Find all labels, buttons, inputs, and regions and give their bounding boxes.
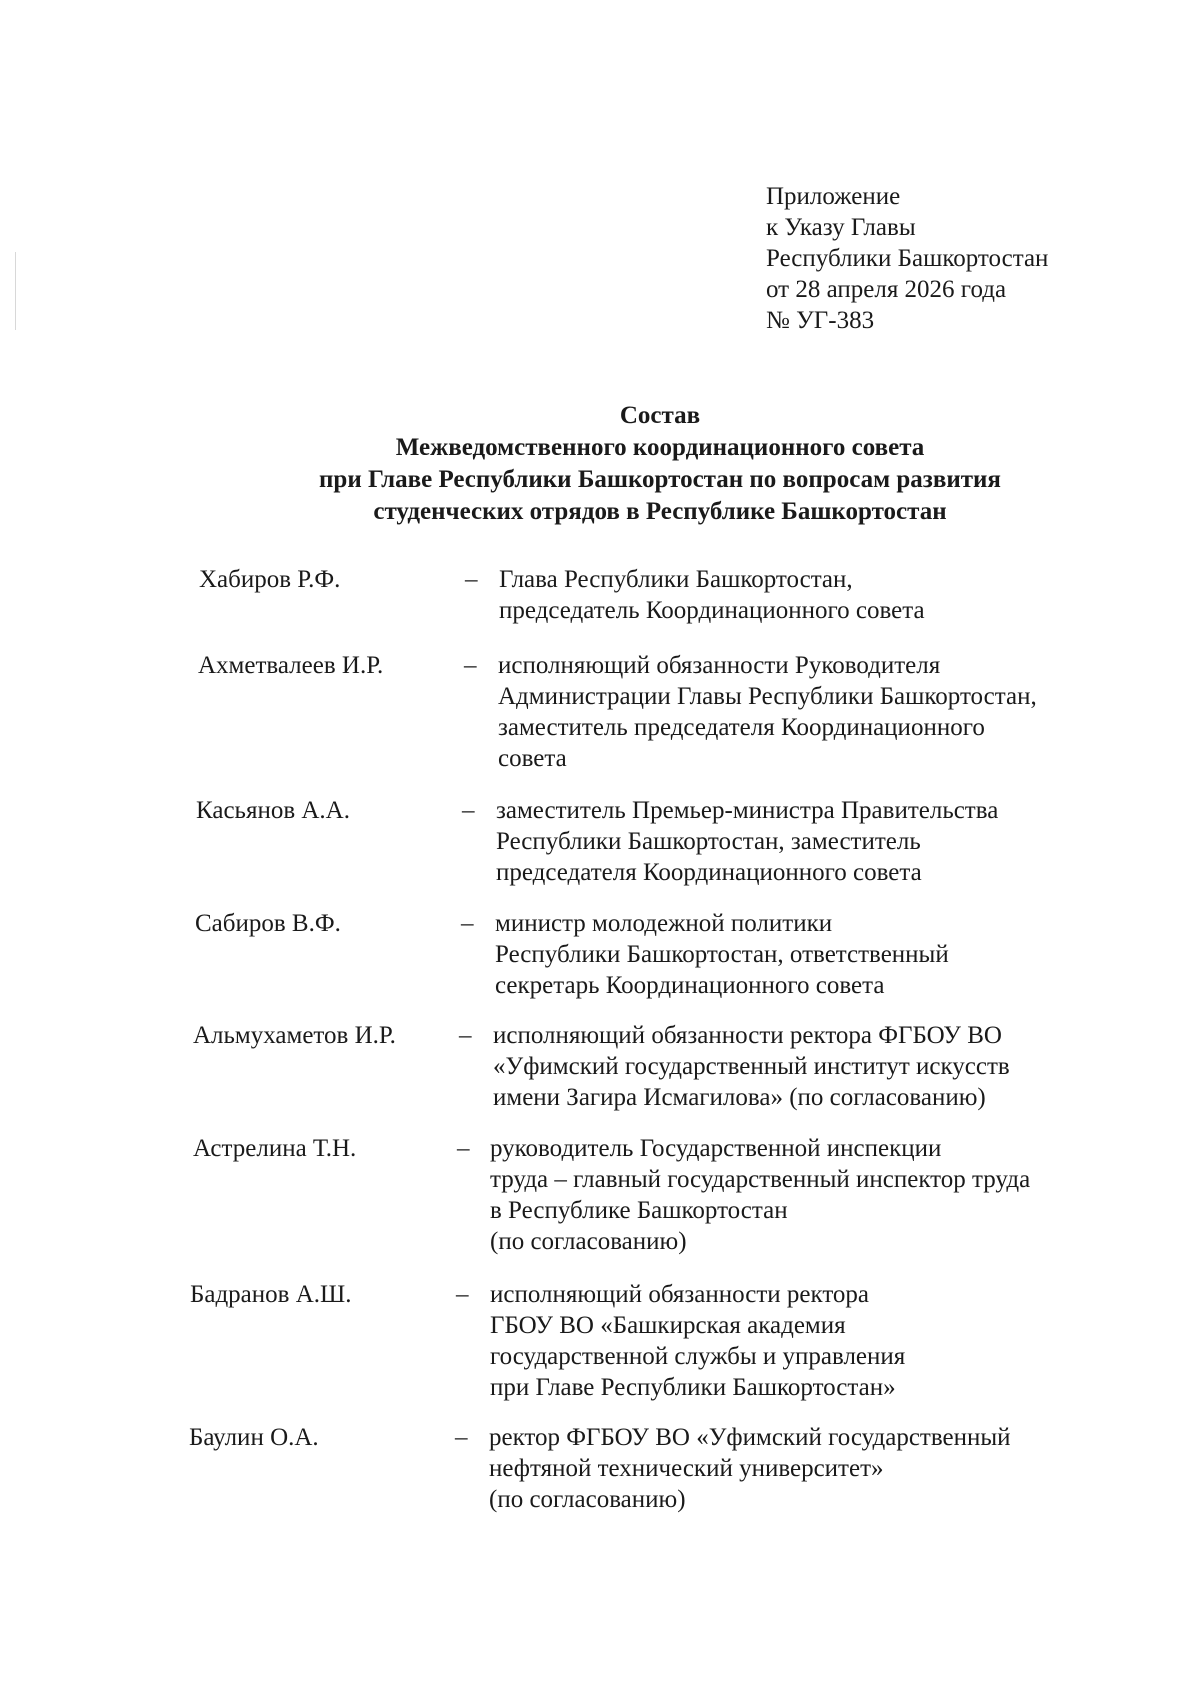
- role-line: в Республике Башкортостан: [490, 1197, 788, 1224]
- member-name: Бадранов А.Ш.: [190, 1281, 352, 1308]
- document-title: [250, 400, 1070, 528]
- role-line: совета: [498, 745, 567, 772]
- member-name: Баулин О.А.: [189, 1424, 319, 1451]
- role-line: заместитель Премьер-министра Правительства: [496, 797, 999, 824]
- role-line: ректор ФГБОУ ВО «Уфимский государственный: [489, 1424, 1011, 1451]
- member-name: Астрелина Т.Н.: [193, 1135, 357, 1162]
- appendix-line: к Указу Главы: [766, 214, 916, 241]
- appendix-line: от 28 апреля 2026 года: [766, 276, 1007, 303]
- member-role: [490, 1133, 1030, 1257]
- role-line: труда – главный государственный инспектор труда: [490, 1166, 1031, 1193]
- member-role: [489, 1422, 1011, 1515]
- member-role: [490, 1279, 905, 1403]
- role-line: исполняющий обязанности ректора: [490, 1281, 870, 1308]
- member-dash: –: [456, 1281, 469, 1308]
- role-line: нефтяной технический университет»: [489, 1455, 884, 1482]
- role-line: исполняющий обязанности ректора ФГБОУ ВО: [493, 1022, 1002, 1049]
- role-line: заместитель председателя Координационного: [498, 714, 985, 741]
- role-line: (по согласованию): [490, 1228, 687, 1255]
- role-line: (по согласованию): [489, 1486, 686, 1513]
- member-role: [493, 1020, 1010, 1113]
- member-role: [499, 564, 925, 626]
- role-line: «Уфимский государственный институт искусств: [493, 1053, 1010, 1080]
- member-role: [496, 795, 998, 888]
- role-line: председателя Координационного совета: [496, 859, 922, 886]
- role-line: Республики Башкортостан, ответственный: [495, 941, 949, 968]
- role-line: председатель Координационного совета: [499, 597, 925, 624]
- appendix-line: Приложение: [766, 183, 901, 210]
- role-line: ГБОУ ВО «Башкирская академия: [490, 1312, 846, 1339]
- appendix-header: [766, 181, 1048, 336]
- title-line: Межведомственного координационного совета: [395, 434, 925, 461]
- member-role: [498, 650, 1037, 774]
- scan-margin-mark: [15, 252, 16, 330]
- member-dash: –: [465, 566, 478, 593]
- title-line: при Главе Республики Башкортостан по вопросам развития: [319, 466, 1001, 493]
- role-line: государственной службы и управления: [490, 1343, 906, 1370]
- role-line: Администрации Главы Республики Башкортостан,: [498, 683, 1037, 710]
- title-line: Состав: [619, 402, 701, 429]
- member-role: [495, 908, 949, 1001]
- member-name: Хабиров Р.Ф.: [199, 566, 341, 593]
- role-line: Глава Республики Башкортостан,: [499, 566, 853, 593]
- member-dash: –: [457, 1135, 470, 1162]
- member-dash: –: [461, 910, 474, 937]
- member-name: Ахметвалеев И.Р.: [198, 652, 384, 679]
- member-dash: –: [459, 1022, 472, 1049]
- member-dash: –: [462, 797, 475, 824]
- member-name: Альмухаметов И.Р.: [193, 1022, 396, 1049]
- member-dash: –: [464, 652, 477, 679]
- member-name: Касьянов А.А.: [196, 797, 350, 824]
- role-line: руководитель Государственной инспекции: [490, 1135, 942, 1162]
- member-name: Сабиров В.Ф.: [195, 910, 341, 937]
- role-line: имени Загира Исмагилова» (по согласованию): [493, 1084, 986, 1111]
- role-line: министр молодежной политики: [495, 910, 833, 937]
- title-line: студенческих отрядов в Республике Башкортостан: [373, 498, 947, 525]
- role-line: при Главе Республики Башкортостан»: [490, 1374, 896, 1401]
- appendix-line: Республики Башкортостан: [766, 245, 1049, 272]
- member-dash: –: [455, 1424, 468, 1451]
- role-line: Республики Башкортостан, заместитель: [496, 828, 921, 855]
- role-line: исполняющий обязанности Руководителя: [498, 652, 941, 679]
- role-line: секретарь Координационного совета: [495, 972, 885, 999]
- appendix-line: № УГ-383: [766, 307, 875, 334]
